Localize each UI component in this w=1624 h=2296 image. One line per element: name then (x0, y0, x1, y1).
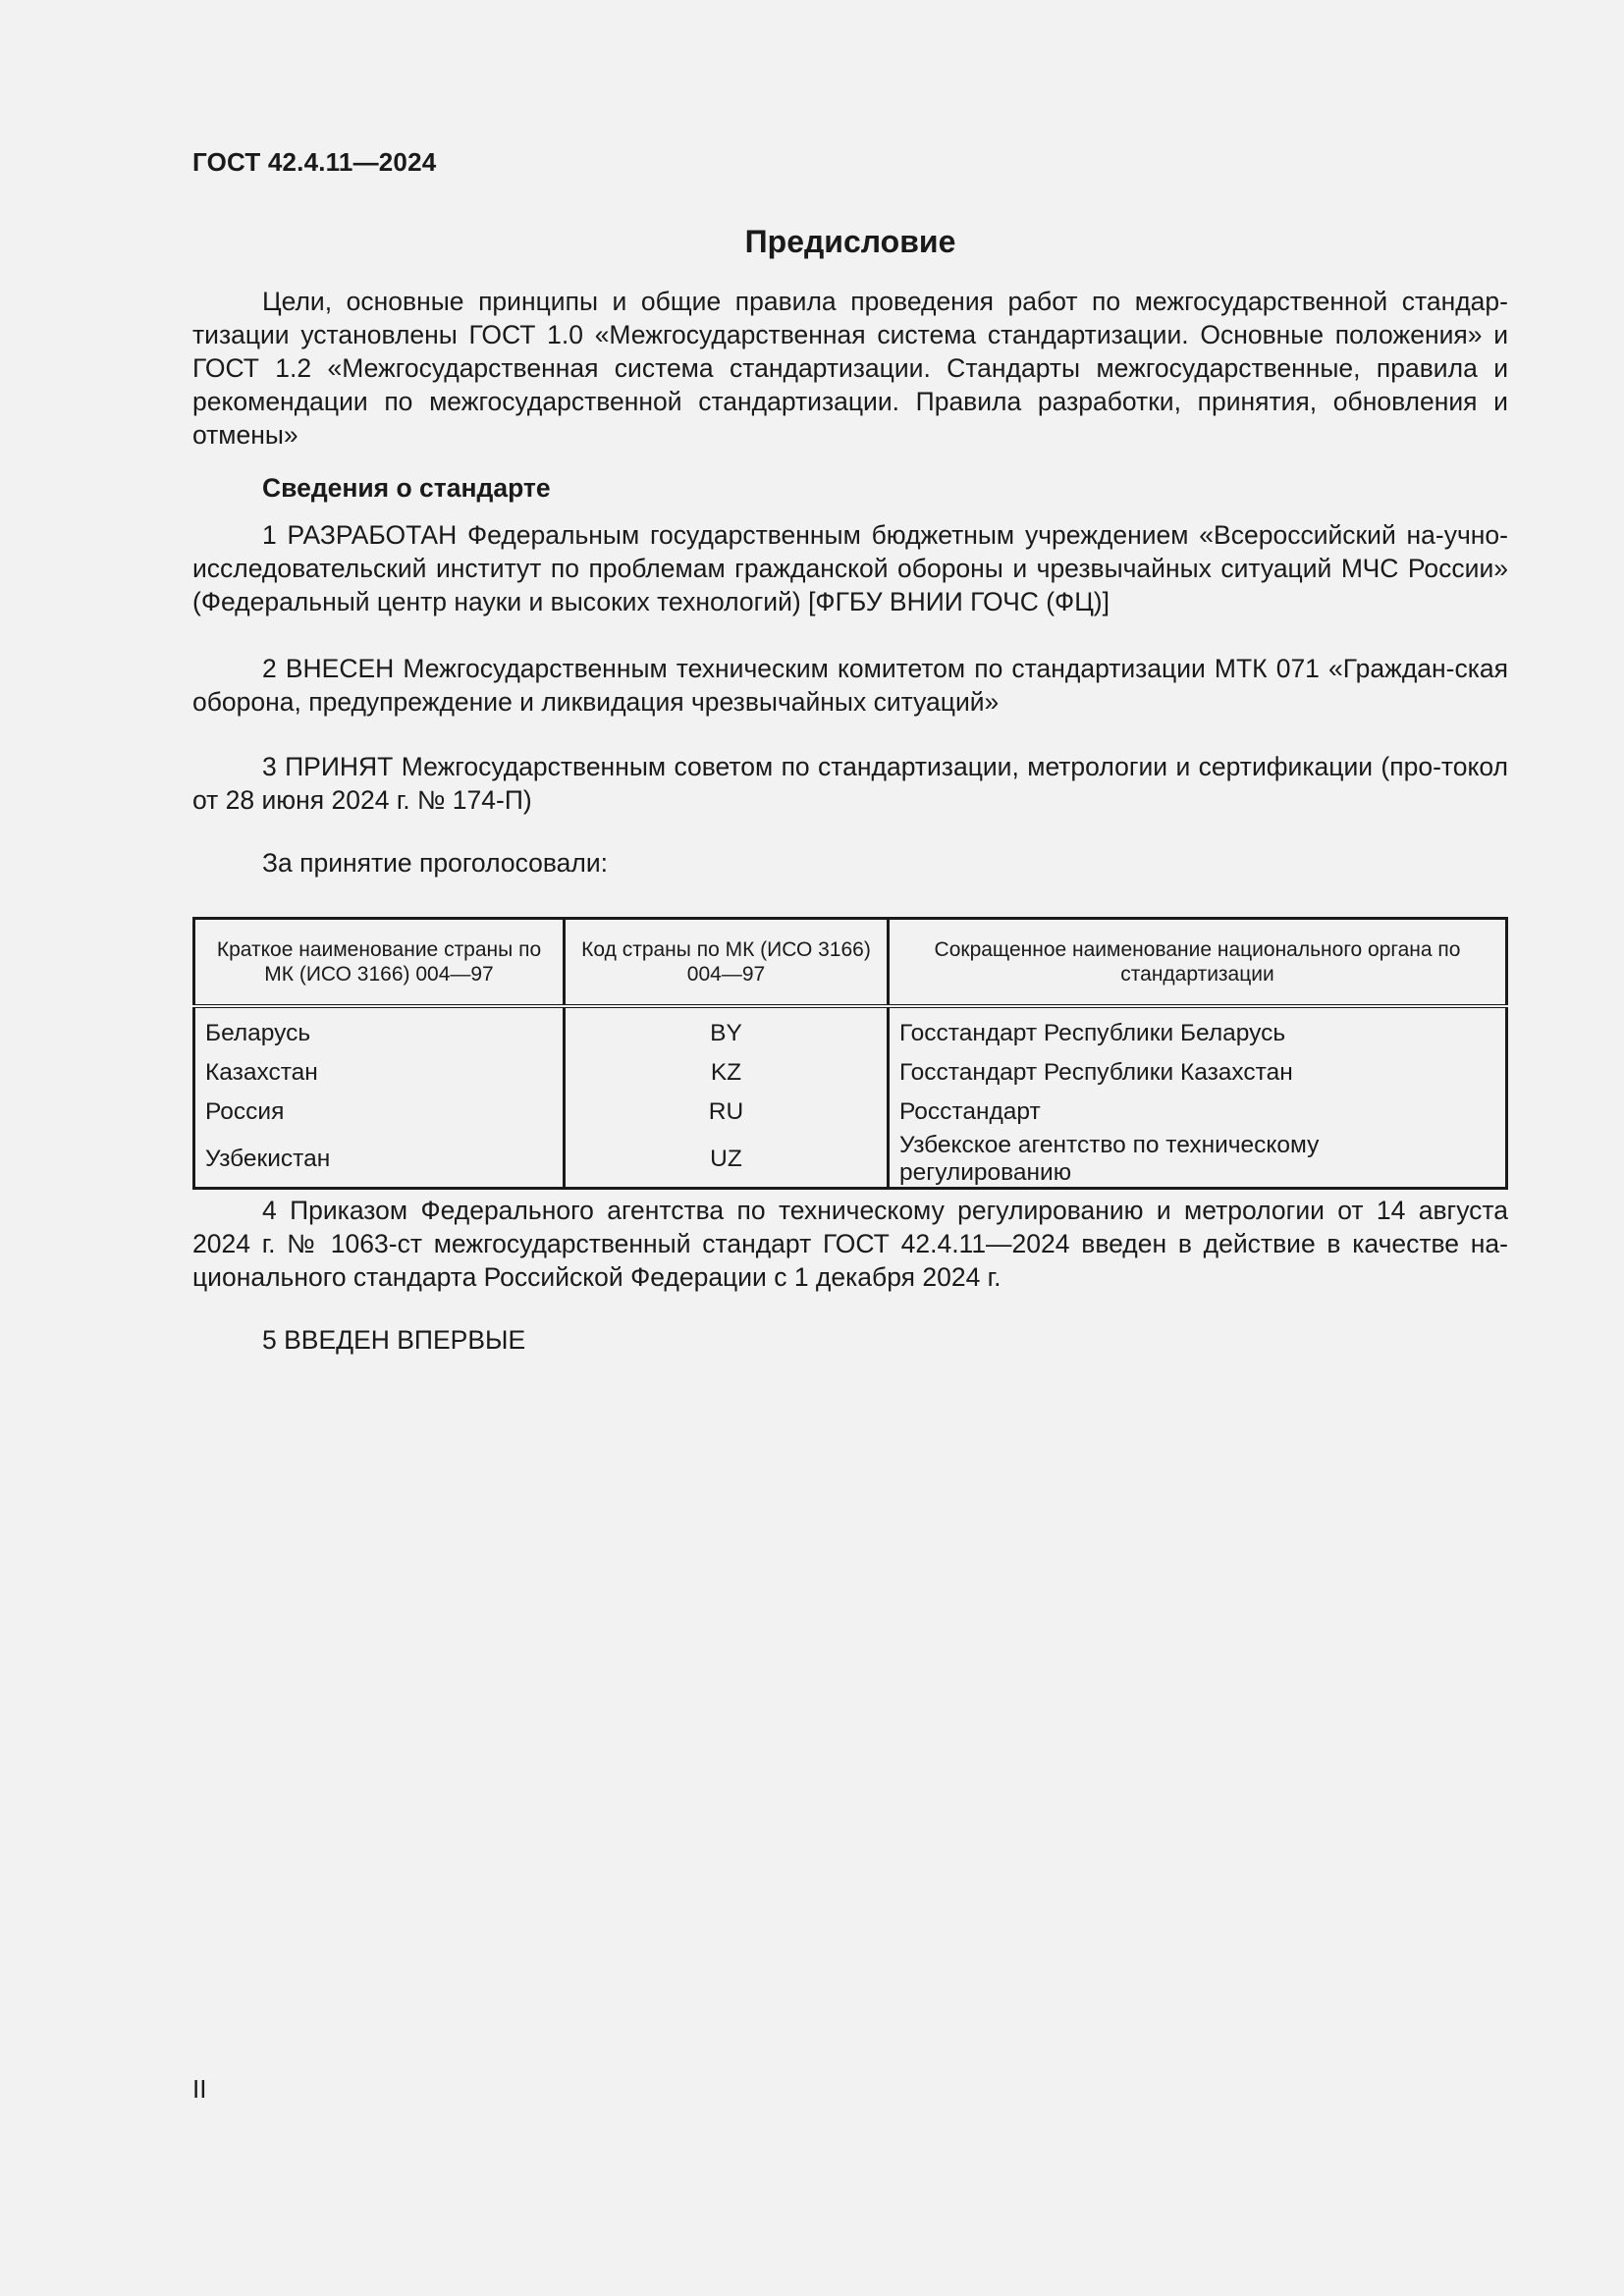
item-introduced: 2 ВНЕСЕН Межгосударственным техническим комитетом по стандартизации МТК 071 «Граждан-ская оборона, предупреждение и ликвидация чрезвычайных ситуаций» (192, 654, 1508, 717)
table-row (194, 1053, 1507, 1093)
code-cell: RU (565, 1093, 889, 1132)
item-developed: 1 РАЗРАБОТАН Федеральным государственным бюджетным учреждением «Всероссийский на-учно-исследовательский институт по проблемам гражданской обороны и чрезвычайных ситуаций МЧС России» (Федеральный центр науки и высоких технологий) [ФГБУ ВНИИ ГОЧС (ФЦ)] (192, 520, 1508, 616)
code-cell: BY (565, 1006, 889, 1053)
column-header-code: Код страны по МК (ИСО 3166) 004—97 (565, 919, 889, 1007)
page-title: Предисловие (744, 224, 956, 259)
item-adopted: 3 ПРИНЯТ Межгосударственным советом по стандартизации, метрологии и сертификации (про-токол от 28 июня 2024 г. № 174-П) (192, 752, 1508, 815)
country-cell: Казахстан (205, 1059, 318, 1086)
column-header-authority: Сокращенное наименование национального органа по стандартизации (889, 919, 1507, 1007)
country-cell: Узбекистан (205, 1146, 331, 1172)
intro-paragraph: Цели, основные принципы и общие правила проведения работ по межгосударственной стандар-тизации установлены ГОСТ 1.0 «Межгосударственная система стандартизации. Основные положения» и ГОСТ 1.2 «Межгосударственная система стандартизации. Стандарты межгосударственные, правила и рекомендации по межгосударственной стандартизации. Правила разработки, принятия, обновления и отмены» (192, 287, 1508, 450)
table-row (194, 1006, 1507, 1053)
authority-cell: Узбекское агентство по техническому регулированию (889, 1132, 1507, 1189)
table-row (194, 1132, 1507, 1189)
country-cell: Беларусь (205, 1020, 311, 1046)
section-heading: Сведения о стандарте (262, 473, 551, 503)
table-header-row (194, 919, 1507, 1007)
voting-table (192, 917, 1508, 1190)
item-first-introduced: 5 ВВЕДЕН ВПЕРВЫЕ (262, 1325, 526, 1355)
page-number: II (192, 2074, 207, 2104)
code-cell: UZ (565, 1132, 889, 1189)
authority-cell: Госстандарт Республики Беларусь (889, 1006, 1507, 1053)
authority-cell: Росстандарт (889, 1093, 1507, 1132)
column-header-country: Краткое наименование страны по МК (ИСО 3166) 004—97 (194, 919, 565, 1007)
code-cell: KZ (565, 1053, 889, 1093)
authority-cell: Госстандарт Республики Казахстан (889, 1053, 1507, 1093)
voted-label: За принятие проголосовали: (262, 848, 609, 878)
item-enacted: 4 Приказом Федерального агентства по техническому регулированию и метрологии от 14 августа 2024 г. № 1063-ст межгосударственный стандарт ГОСТ 42.4.11—2024 введен в действие в качестве на-ционального стандарта Российской Федерации с 1 декабря 2024 г. (192, 1196, 1508, 1292)
document-code: ГОСТ 42.4.11—2024 (192, 147, 437, 177)
country-cell: Россия (205, 1098, 285, 1125)
table-row (194, 1093, 1507, 1132)
